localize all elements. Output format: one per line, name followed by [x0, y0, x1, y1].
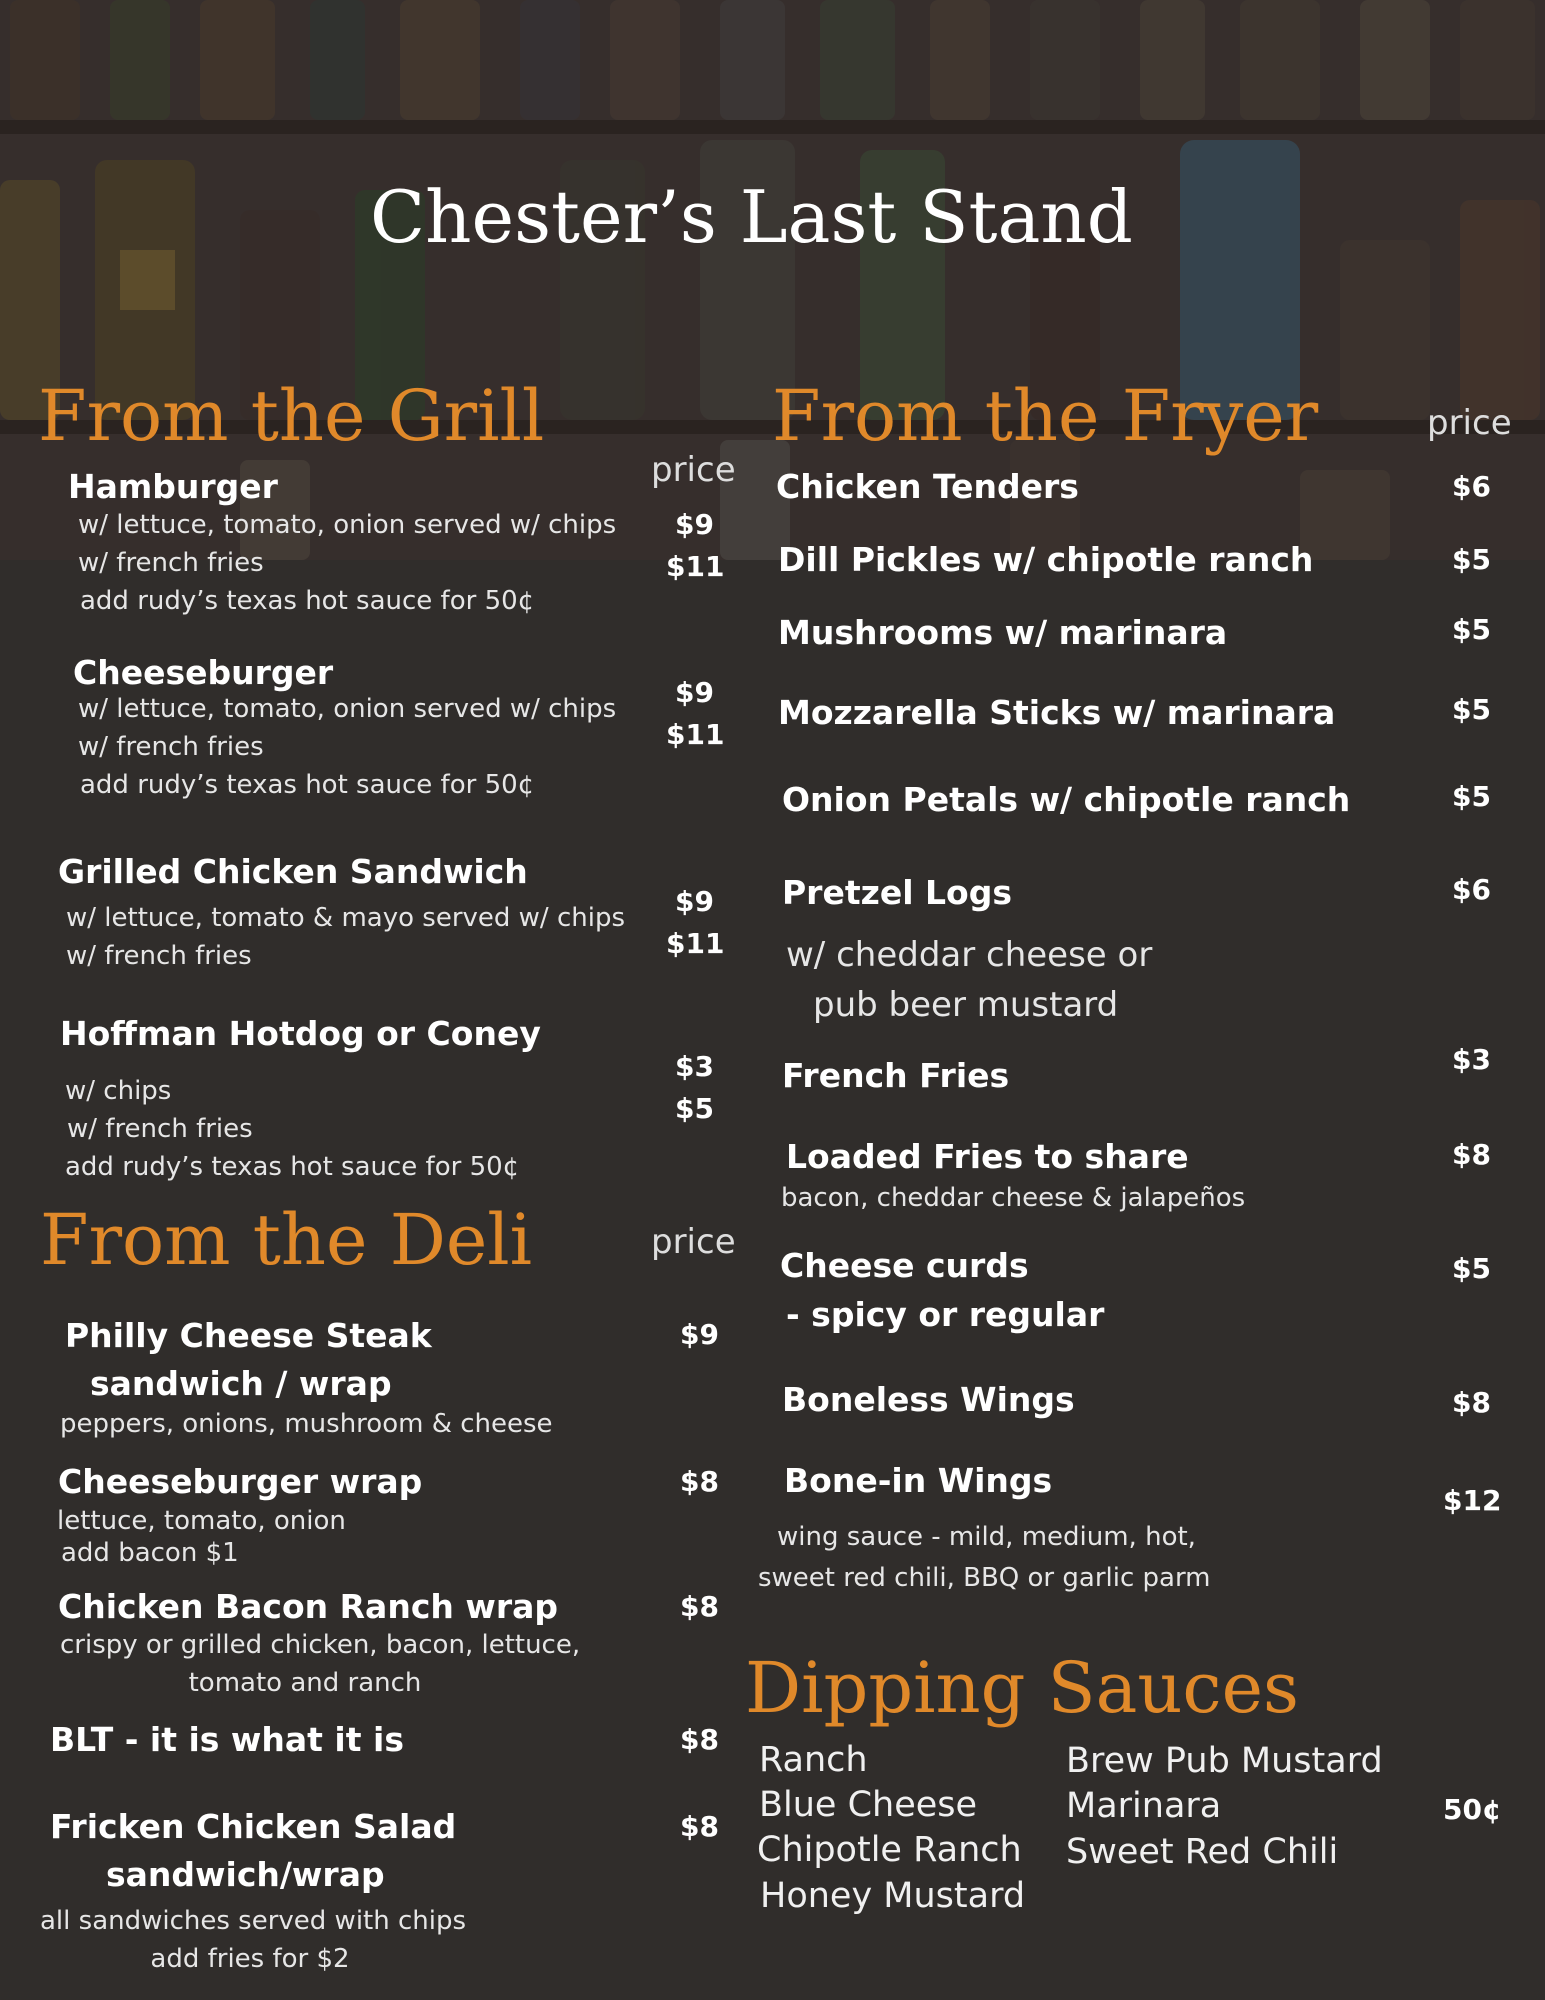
hamburger-desc-sauce: add rudy’s texas hot sauce for 50¢ — [80, 586, 535, 616]
cheeseburger-price-fries: $11 — [666, 718, 725, 751]
grilled-chicken-name: Grilled Chicken Sandwich — [58, 852, 528, 891]
mozzarella-price: $5 — [1452, 693, 1491, 726]
chicken-salad-price: $8 — [680, 1810, 719, 1843]
cbr-wrap-desc: crispy or grilled chicken, bacon, lettuce, — [60, 1630, 581, 1660]
cbr-wrap-price: $8 — [680, 1590, 719, 1623]
blt-price: $8 — [680, 1723, 719, 1756]
boneless-wings-price: $8 — [1452, 1386, 1491, 1419]
cheese-curds-name: Cheese curds — [780, 1246, 1029, 1285]
loaded-fries-price: $8 — [1452, 1138, 1491, 1171]
grilled-chicken-desc-chips: w/ lettuce, tomato & mayo served w/ chips — [66, 903, 625, 933]
french-fries-price: $3 — [1452, 1043, 1491, 1076]
blt-name: BLT - it is what it is — [50, 1720, 404, 1759]
sauce-item: Chipotle Ranch — [757, 1830, 1022, 1870]
fryer-price-label: price — [1427, 403, 1512, 443]
french-fries-name: French Fries — [782, 1056, 1010, 1095]
hamburger-price-fries: $11 — [666, 550, 725, 583]
tenders-name: Chicken Tenders — [776, 467, 1079, 506]
deli-price-label: price — [651, 1222, 736, 1262]
onion-petals-name: Onion Petals w/ chipotle ranch — [782, 780, 1351, 819]
bonein-wings-price: $12 — [1443, 1484, 1502, 1517]
sauce-item: Sweet Red Chili — [1066, 1832, 1339, 1872]
sauces-price: 50¢ — [1443, 1793, 1502, 1826]
cheeseburger-wrap-desc: lettuce, tomato, onion — [57, 1506, 346, 1536]
mushrooms-price: $5 — [1452, 613, 1491, 646]
sauce-item: Brew Pub Mustard — [1066, 1741, 1383, 1781]
onion-petals-price: $5 — [1452, 780, 1491, 813]
cheeseburger-price-chips: $9 — [675, 676, 714, 709]
deli-footer-chips: all sandwiches served with chips — [40, 1906, 467, 1936]
bonein-wings-sauces: wing sauce - mild, medium, hot, — [777, 1522, 1196, 1552]
cheeseburger-desc-sauce: add rudy’s texas hot sauce for 50¢ — [80, 770, 535, 800]
loaded-fries-name: Loaded Fries to share — [786, 1137, 1189, 1176]
pretzel-desc: w/ cheddar cheese or — [786, 935, 1153, 975]
philly-desc: peppers, onions, mushroom & cheese — [60, 1409, 553, 1439]
hamburger-name: Hamburger — [68, 467, 278, 506]
pickles-price: $5 — [1452, 543, 1491, 576]
cheeseburger-desc-fries: w/ french fries — [78, 732, 264, 762]
sauces-heading: Dipping Sauces — [745, 1647, 1299, 1729]
loaded-fries-desc: bacon, cheddar cheese & jalapeños — [781, 1183, 1246, 1213]
sauce-item: Marinara — [1066, 1786, 1222, 1826]
hotdog-desc-chips: w/ chips — [65, 1076, 172, 1106]
hotdog-price-fries: $5 — [675, 1092, 714, 1125]
hotdog-desc-sauce: add rudy’s texas hot sauce for 50¢ — [65, 1152, 520, 1182]
cheeseburger-name: Cheeseburger — [73, 653, 334, 692]
page-title: Chester’s Last Stand — [370, 175, 1133, 259]
hamburger-price-chips: $9 — [675, 508, 714, 541]
cheese-curds-variant: - spicy or regular — [786, 1295, 1105, 1334]
grill-heading: From the Grill — [38, 375, 545, 457]
hotdog-name: Hoffman Hotdog or Coney — [60, 1014, 541, 1053]
mozzarella-name: Mozzarella Sticks w/ marinara — [778, 693, 1336, 732]
hamburger-desc-chips: w/ lettuce, tomato, onion served w/ chips — [78, 510, 617, 540]
sauce-item: Ranch — [759, 1740, 868, 1780]
grilled-chicken-desc-fries: w/ french fries — [66, 941, 252, 971]
grilled-chicken-price-chips: $9 — [675, 885, 714, 918]
fryer-heading: From the Fryer — [772, 375, 1319, 457]
deli-footer-fries: add fries for $2 — [150, 1944, 350, 1974]
bonein-wings-sauces-line2: sweet red chili, BBQ or garlic parm — [758, 1563, 1211, 1593]
cheeseburger-wrap-price: $8 — [680, 1465, 719, 1498]
deli-heading: From the Deli — [40, 1199, 533, 1281]
mushrooms-name: Mushrooms w/ marinara — [778, 613, 1228, 652]
pretzel-desc-line2: pub beer mustard — [813, 985, 1119, 1025]
philly-name: Philly Cheese Steak — [65, 1316, 432, 1355]
cbr-wrap-name: Chicken Bacon Ranch wrap — [58, 1587, 559, 1626]
hamburger-desc-fries: w/ french fries — [78, 548, 264, 578]
bonein-wings-name: Bone-in Wings — [784, 1461, 1053, 1500]
grill-price-label: price — [651, 450, 736, 490]
hotdog-price-chips: $3 — [675, 1050, 714, 1083]
sauce-item: Blue Cheese — [759, 1785, 978, 1825]
cheeseburger-wrap-addon: add bacon $1 — [61, 1538, 239, 1568]
pickles-name: Dill Pickles w/ chipotle ranch — [778, 540, 1314, 579]
boneless-wings-name: Boneless Wings — [782, 1380, 1075, 1419]
cheeseburger-desc-chips: w/ lettuce, tomato, onion served w/ chips — [78, 694, 617, 724]
philly-name-line2: sandwich / wrap — [90, 1364, 392, 1403]
grilled-chicken-price-fries: $11 — [666, 927, 725, 960]
chicken-salad-name-line2: sandwich/wrap — [106, 1855, 385, 1894]
pretzel-price: $6 — [1452, 873, 1491, 906]
sauce-item: Honey Mustard — [760, 1876, 1026, 1916]
pretzel-name: Pretzel Logs — [782, 873, 1012, 912]
hotdog-desc-fries: w/ french fries — [67, 1114, 253, 1144]
cheeseburger-wrap-name: Cheeseburger wrap — [58, 1462, 423, 1501]
cheese-curds-price: $5 — [1452, 1252, 1491, 1285]
cbr-wrap-desc-line2: tomato and ranch — [188, 1668, 422, 1698]
philly-price: $9 — [680, 1318, 719, 1351]
tenders-price: $6 — [1452, 470, 1491, 503]
chicken-salad-name: Fricken Chicken Salad — [50, 1807, 457, 1846]
